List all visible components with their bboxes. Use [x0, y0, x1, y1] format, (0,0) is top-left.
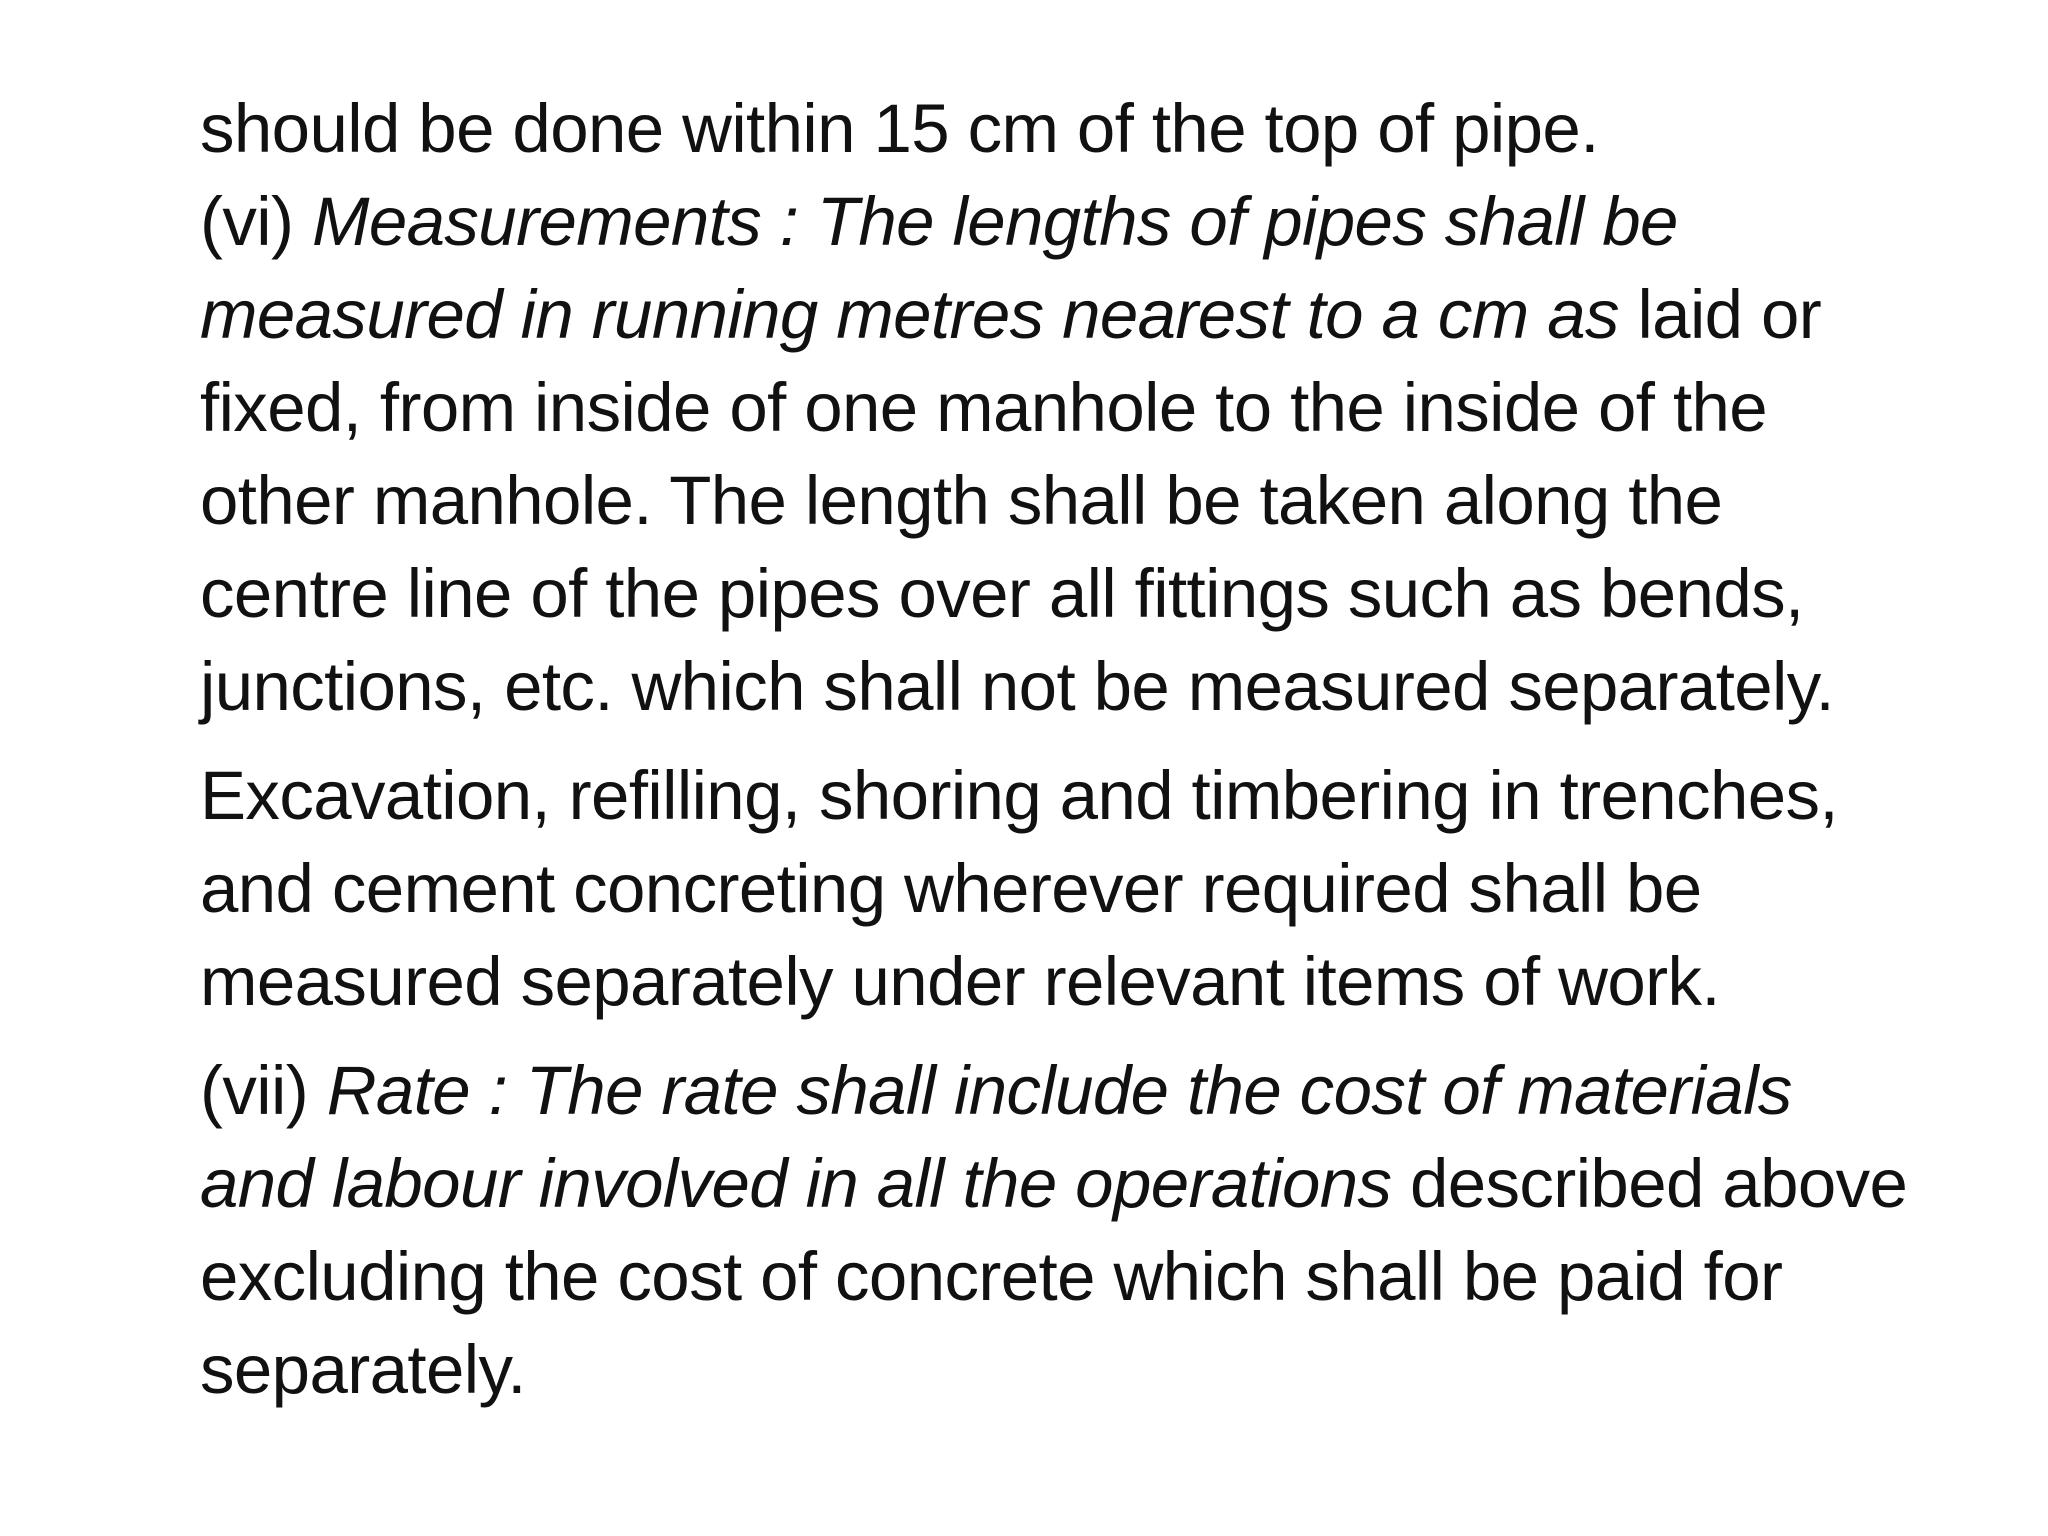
item-vi-label: (vi): [200, 183, 312, 260]
paragraph-excavation: Excavation, refilling, shoring and timbering in trenches, and cement concreting wherever required shall be measured separately under relevant items of work.: [200, 757, 1839, 1020]
slide-body: [200, 82, 1920, 1416]
item-vii-text: described above excluding the cost of concrete which shall be paid for separately.: [200, 1145, 1908, 1408]
pipe-top-line: should be done within 15 cm of the top of pipe.: [200, 90, 1599, 167]
paragraph-measurements: [200, 82, 1920, 733]
paragraph-rate: [200, 1044, 1920, 1416]
item-vi-text: laid or fixed, from inside of one manhole to the inside of the other manhole. The length shall be taken along the centre line of the pipes over all fittings such as bends, junctions, etc. which shall not be measured separately.: [200, 276, 1835, 725]
item-vii-label: (vii): [200, 1052, 327, 1129]
item-vii-heading: Rate : The rate shall include the cost of materials and labour involved in all the operations: [200, 1052, 1792, 1222]
item-vi-heading: Measurements : The lengths of pipes shall be measured in running metres nearest to a cm as: [200, 183, 1678, 353]
